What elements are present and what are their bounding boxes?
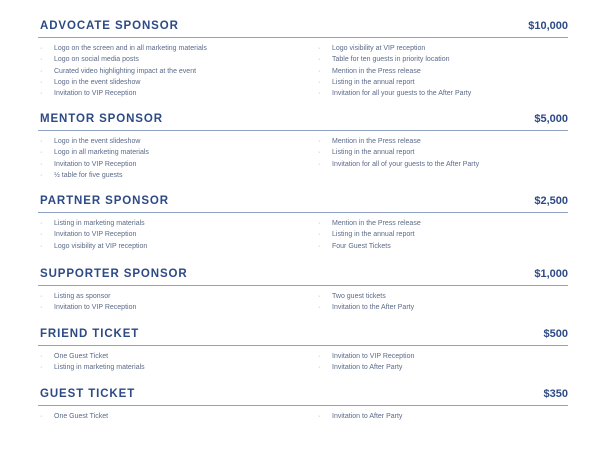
benefit-text: Invitation to VIP Reception (54, 160, 137, 168)
bullet-icon: · (40, 149, 43, 157)
benefit-item (38, 218, 308, 229)
tier-title: GUEST TICKET (40, 388, 136, 400)
benefit-text: Listing in the annual report (332, 149, 415, 157)
benefit-item (316, 136, 568, 147)
tier-title: MENTOR SPONSOR (40, 113, 163, 125)
benefit-list-right (316, 291, 568, 314)
benefit-text: Invitation for all of your guests to the After Party (332, 160, 480, 168)
benefit-text: Invitation to After Party (332, 364, 403, 372)
benefit-list-right (316, 136, 568, 170)
benefit-item (316, 54, 568, 65)
bullet-icon: · (40, 413, 43, 420)
bullet-icon: · (318, 304, 321, 312)
benefit-item (316, 229, 568, 240)
bullet-icon: · (40, 56, 43, 64)
benefit-text: Listing in the annual report (332, 78, 415, 86)
tier-friend-ticket (38, 328, 568, 372)
benefit-text: Mention in the Press release (332, 67, 421, 75)
benefit-text: Table for ten guests in priority location (332, 56, 450, 64)
tier-header (38, 20, 568, 38)
bullet-icon: · (318, 220, 321, 227)
benefit-item (316, 291, 568, 302)
benefit-item (38, 351, 308, 362)
benefit-item (316, 147, 568, 158)
benefit-list-left (38, 351, 308, 374)
bullet-icon: · (318, 293, 321, 300)
tier-advocate-sponsor (38, 20, 568, 98)
benefit-item (316, 351, 568, 362)
bullet-icon: · (318, 56, 321, 64)
benefit-text: Logo on social media posts (54, 56, 139, 64)
bullet-icon: · (318, 149, 321, 157)
benefit-item (316, 77, 568, 88)
bullet-icon: · (318, 45, 321, 52)
benefit-list-right (316, 411, 568, 422)
benefit-item (38, 411, 308, 422)
benefit-item (38, 291, 308, 302)
bullet-icon: · (40, 231, 43, 239)
benefit-text: Invitation to VIP Reception (332, 353, 415, 360)
tier-partner-sponsor (38, 195, 568, 250)
benefit-text: Logo in the event slideshow (54, 138, 141, 145)
tier-header (38, 328, 568, 346)
benefit-text: Mention in the Press release (332, 220, 421, 227)
tier-price: $1,000 (534, 268, 568, 280)
bullet-icon: · (40, 242, 43, 250)
bullet-icon: · (40, 304, 43, 312)
tier-title: SUPPORTER SPONSOR (40, 268, 188, 280)
benefit-text: Listing as sponsor (54, 293, 111, 300)
benefit-item (38, 77, 308, 88)
tier-header (38, 388, 568, 406)
tier-price: $10,000 (528, 20, 568, 32)
benefit-item (316, 218, 568, 229)
benefit-list-left (38, 43, 308, 99)
benefit-item (38, 241, 308, 252)
bullet-icon: · (318, 67, 321, 75)
benefit-item (316, 88, 568, 99)
bullet-icon: · (40, 138, 43, 145)
benefit-item (316, 302, 568, 313)
benefit-text: Logo visibility at VIP reception (332, 45, 426, 52)
benefit-text: Curated video highlighting impact at the event (54, 67, 197, 75)
benefit-text: Logo visibility at VIP reception (54, 242, 148, 250)
tier-supporter-sponsor (38, 268, 568, 312)
benefit-text: Listing in the annual report (332, 231, 415, 239)
tier-guest-ticket (38, 388, 568, 420)
benefit-list-right (316, 218, 568, 252)
benefit-text: Logo in the event slideshow (54, 78, 141, 86)
benefit-text: Two guest tickets (332, 293, 386, 300)
tier-title: PARTNER SPONSOR (40, 195, 169, 207)
bullet-icon: · (40, 220, 43, 227)
tier-price: $500 (543, 328, 568, 340)
tier-mentor-sponsor (38, 113, 568, 179)
tier-title: ADVOCATE SPONSOR (40, 20, 179, 32)
benefit-text: Invitation to VIP Reception (54, 231, 137, 239)
benefit-list-left (38, 218, 308, 252)
bullet-icon: · (318, 231, 321, 239)
benefit-text: Logo in all marketing materials (54, 149, 149, 157)
tier-title: FRIEND TICKET (40, 328, 140, 340)
benefit-item (316, 241, 568, 252)
benefit-text: Invitation for all your guests to the After Party (332, 90, 472, 98)
benefit-item (38, 147, 308, 158)
bullet-icon: · (40, 160, 43, 168)
bullet-icon: · (40, 78, 43, 86)
benefit-item (316, 411, 568, 422)
bullet-icon: · (40, 45, 43, 52)
tier-price: $5,000 (534, 113, 568, 125)
benefit-text: Invitation to VIP Reception (54, 304, 137, 312)
bullet-icon: · (318, 160, 321, 168)
benefit-list-right (316, 351, 568, 374)
tier-price: $350 (543, 388, 568, 400)
benefit-item (38, 54, 308, 65)
benefit-text: Logo on the screen and in all marketing materials (54, 45, 207, 52)
benefit-text: Invitation to After Party (332, 413, 403, 420)
benefit-item (38, 229, 308, 240)
benefit-item (38, 362, 308, 373)
benefit-item (38, 43, 308, 54)
benefit-text: One Guest Ticket (54, 353, 109, 360)
bullet-icon: · (40, 364, 43, 372)
tier-header (38, 268, 568, 286)
benefit-list-left (38, 136, 308, 181)
tier-price: $2,500 (534, 195, 568, 207)
bullet-icon: · (318, 78, 321, 86)
bullet-icon: · (40, 171, 43, 179)
benefit-text: Mention in the Press release (332, 138, 421, 145)
benefit-text: ½ table for five guests (54, 171, 123, 179)
benefit-list-right (316, 43, 568, 99)
benefit-item (38, 302, 308, 313)
benefit-text: Listing in marketing materials (54, 220, 145, 227)
bullet-icon: · (40, 90, 43, 98)
benefit-item (38, 136, 308, 147)
benefit-item (316, 362, 568, 373)
benefit-item (38, 170, 308, 181)
bullet-icon: · (40, 67, 43, 75)
tier-header (38, 113, 568, 131)
benefit-text: Invitation to the After Party (332, 304, 415, 312)
bullet-icon: · (318, 138, 321, 145)
bullet-icon: · (40, 353, 43, 360)
bullet-icon: · (318, 242, 321, 250)
benefit-text: Four Guest Tickets (332, 242, 391, 250)
benefit-item (38, 159, 308, 170)
benefit-item (38, 88, 308, 99)
benefit-list-left (38, 411, 308, 422)
benefit-item (316, 66, 568, 77)
bullet-icon: · (318, 90, 321, 98)
benefit-item (316, 43, 568, 54)
benefit-list-left (38, 291, 308, 314)
benefit-item (38, 66, 308, 77)
benefit-text: Invitation to VIP Reception (54, 90, 137, 98)
tier-header (38, 195, 568, 213)
bullet-icon: · (318, 364, 321, 372)
bullet-icon: · (40, 293, 43, 300)
benefit-item (316, 159, 568, 170)
bullet-icon: · (318, 353, 321, 360)
benefit-text: One Guest Ticket (54, 413, 109, 420)
benefit-text: Listing in marketing materials (54, 364, 145, 372)
bullet-icon: · (318, 413, 321, 420)
